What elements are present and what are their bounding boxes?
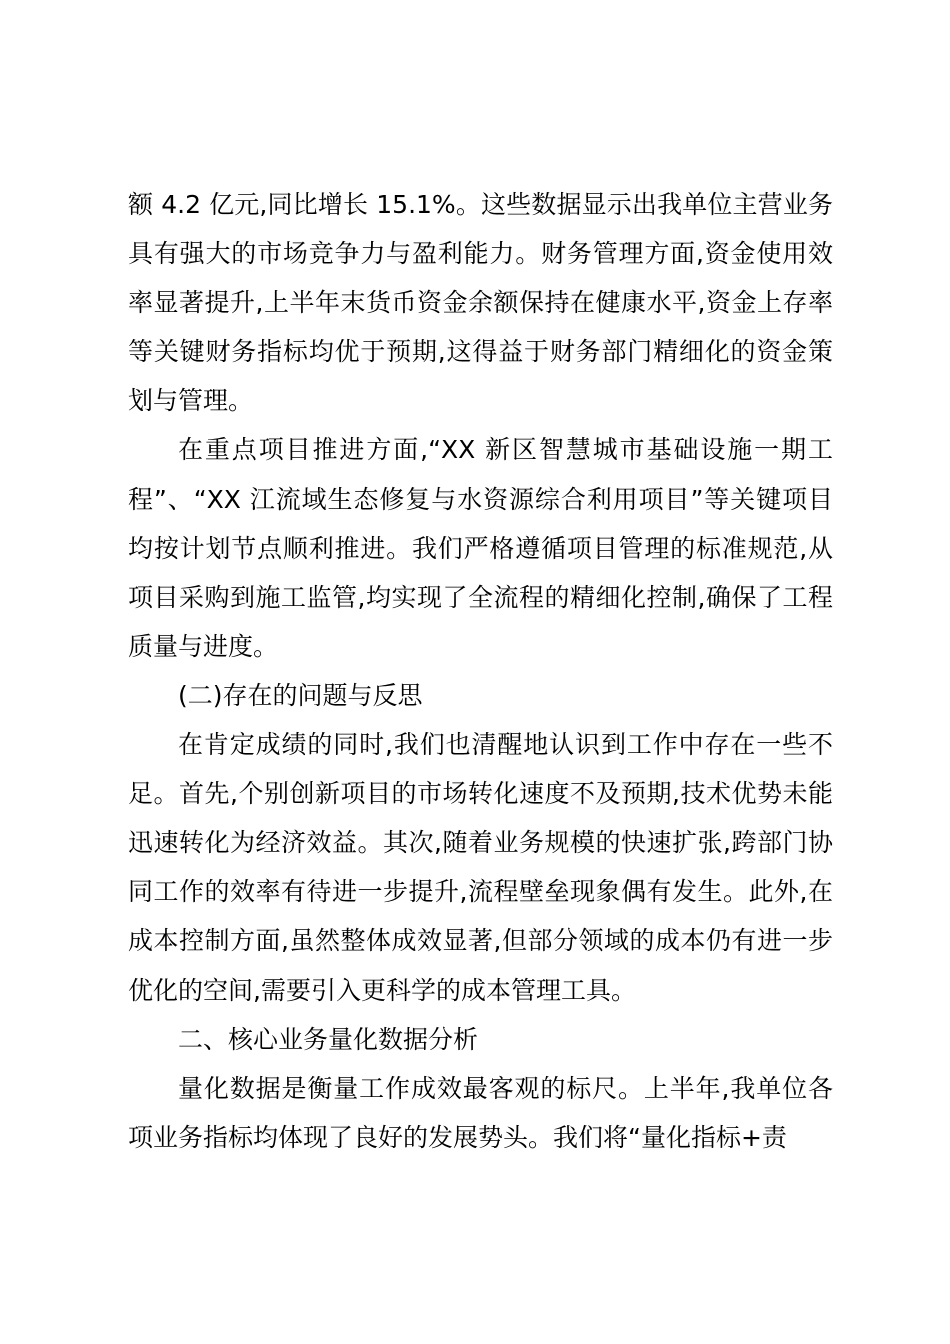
paragraph-problems-reflection: 在肯定成绩的同时,我们也清醒地认识到工作中存在一些不足。首先,个别创新项目的市场转化速度不及预期,技术优势未能迅速转化为经济效益。其次,随着业务规模的快速扩张,跨部门协同工作的效率有待进一步提升,流程壁垒现象偶有发生。此外,在成本控制方面,虽然整体成效显著,但部分领域的成本仍有进一步优化的空间,需要引入更科学的成本管理工具。 <box>128 730 833 1005</box>
section-heading-problems: (二)存在的问题与反思 <box>178 680 423 710</box>
paragraph-financial-summary: 额 4.2 亿元,同比增长 15.1%。这些数据显示出我单位主营业务具有强大的市场竞争力与盈利能力。财务管理方面,资金使用效率显著提升,上半年末货币资金余额保持在健康水平,资金上存率等关键财务指标均优于预期,这得益于财务部门精细化的资金策划与管理。 <box>128 190 833 416</box>
document-body <box>128 180 833 1162</box>
section-heading-data-analysis: 二、核心业务量化数据分析 <box>178 1024 479 1054</box>
paragraph-key-projects: 在重点项目推进方面,“XX 新区智慧城市基础设施一期工程”、“XX 江流域生态修复与水资源综合利用项目”等关键项目均按计划节点顺利推进。我们严格遵循项目管理的标准规范,从项目采购到施工监管,均实现了全流程的精细化控制,确保了工程质量与进度。 <box>128 435 833 661</box>
paragraph-quantitative-data: 量化数据是衡量工作成效最客观的标尺。上半年,我单位各项业务指标均体现了良好的发展势头。我们将“量化指标+责 <box>128 1073 833 1152</box>
